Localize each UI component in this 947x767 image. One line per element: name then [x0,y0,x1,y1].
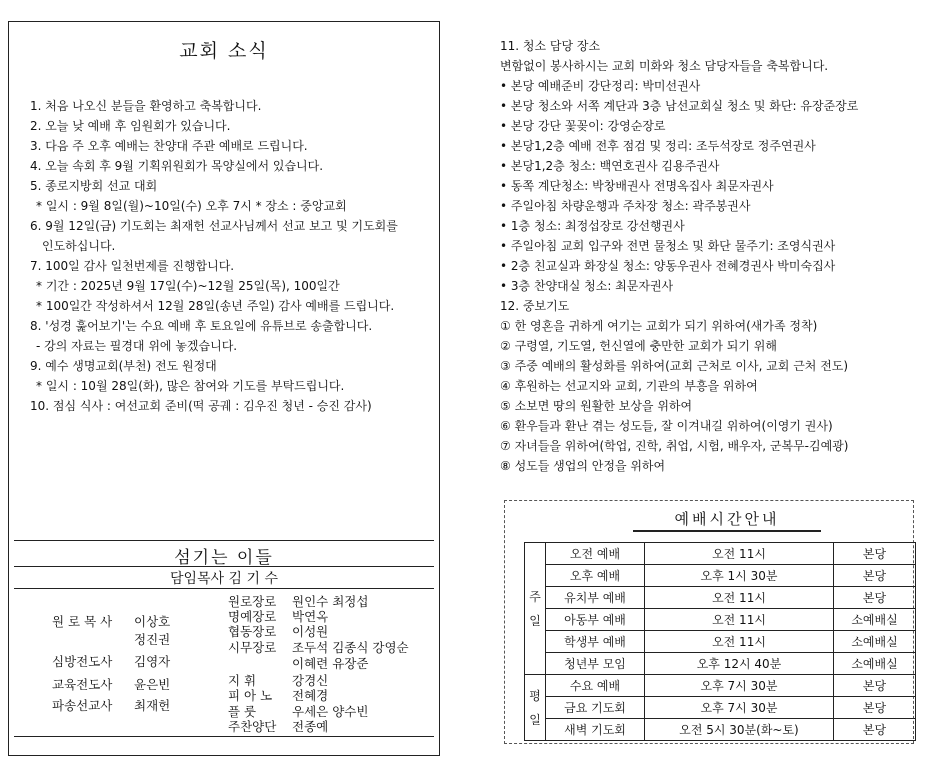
schedule-row [525,697,916,719]
service-name: 금요 기도회 [546,697,645,719]
news-item: * 100일간 작성하셔서 12월 28일(송년 주일) 감사 예배를 드립니다. [36,299,395,313]
right-item: 11. 청소 담당 장소 [500,39,601,53]
right-item: • 3층 찬양대실 청소: 최문자권사 [500,276,940,296]
elder-names: 이혜련 유장준 [292,656,369,671]
service-place: 본당 [834,565,916,587]
service-time: 오전 11시 [645,609,834,631]
news-item: 1. 처음 나오신 분들을 환영하고 축복합니다. [30,99,262,113]
schedule-row [525,565,916,587]
elder-names: 박연옥 [292,609,329,624]
news-item: 3. 다음 주 오후 예배는 찬양대 주관 예배로 드립니다. [30,139,308,153]
service-place: 소예배실 [834,631,916,653]
right-item: • 본당 청소와 서쪽 계단과 3층 남선교회실 청소 및 화단: 유장준장로 [500,96,940,116]
elder-role: 피 아 노 [228,688,273,703]
staff-role: 파송선교사 [52,698,113,713]
staff-name: 이상호 [134,614,171,629]
right-item: ② 구령열, 기도열, 헌신열에 충만한 교회가 되기 위해 [500,339,777,353]
divider [14,588,434,589]
right-item: • 본당1,2층 예배 전후 점검 및 정리: 조두석장로 정주연권사 [500,136,940,156]
schedule-row [525,631,916,653]
right-item: • 주일아침 교회 입구와 전면 물청소 및 화단 물주기: 조영식권사 [500,236,940,256]
service-time: 오후 7시 30분 [645,697,834,719]
service-place: 소예배실 [834,653,916,675]
elder-names: 이성원 [292,624,329,639]
right-item: 변함없이 봉사하시는 교회 미화와 청소 담당자들을 축복합니다. [500,59,829,73]
service-time: 오후 12시 40분 [645,653,834,675]
service-place: 본당 [834,543,916,565]
elder-role: 플 룻 [228,704,257,719]
right-column [500,36,940,476]
service-place: 본당 [834,719,916,741]
service-name: 새벽 기도회 [546,719,645,741]
right-item: ④ 후원하는 선교지와 교회, 기관의 부흥을 위하여 [500,379,758,393]
service-name: 아동부 예배 [546,609,645,631]
service-name: 오전 예배 [546,543,645,565]
right-item: • 본당1,2층 청소: 백연호권사 김용주권사 [500,156,940,176]
elder-names: 원인수 최정섭 [292,594,369,609]
staff-role: 원 로 목 사 [52,614,113,629]
divider [14,566,434,567]
service-name: 유치부 예배 [546,587,645,609]
right-item: • 본당 예배준비 강단정리: 박미선권사 [500,76,940,96]
news-item: 8. '성경 훑어보기'는 수요 예배 후 토요일에 유튜브로 송출합니다. [30,319,373,333]
service-name: 학생부 예배 [546,631,645,653]
serve-title: 섬기는 이들 [174,548,274,568]
elder-names: 조두석 김종식 강영순 [292,640,409,655]
elder-role: 원로장로 [228,594,277,609]
elder-role: 지 휘 [228,673,257,688]
news-item: * 일시 : 9월 8일(월)~10일(수) 오후 7시 * 장소 : 중앙교회 [36,199,347,213]
right-item: 12. 중보기도 [500,299,570,313]
news-item: * 일시 : 10월 28일(화), 많은 참여와 기도를 부탁드립니다. [36,379,345,393]
senior-pastor: 담임목사 김 기 수 [169,571,279,587]
elder-role: 시무장로 [228,640,277,655]
right-item: ① 한 영혼을 귀하게 여기는 교회가 되기 위하여(새가족 정착) [500,319,818,333]
right-item: • 주일아침 차량운행과 주차장 청소: 곽주봉권사 [500,196,940,216]
service-time: 오전 11시 [645,587,834,609]
elder-names: 강경신 [292,673,329,688]
service-name: 수요 예배 [546,675,645,697]
news-item: 4. 오늘 속회 후 9월 기획위원회가 목양실에서 있습니다. [30,159,324,173]
right-item: ⑧ 성도들 생업의 안정을 위하여 [500,459,666,473]
elder-role: 주찬양단 [228,719,277,734]
service-name: 오후 예배 [546,565,645,587]
staff-role: 교육전도사 [52,677,113,692]
service-time: 오후 1시 30분 [645,565,834,587]
service-time: 오전 5시 30분(화~토) [645,719,834,741]
schedule-group: 주 일 [525,543,546,675]
schedule-title: 예배시간안내 [674,510,780,528]
schedule-table [524,542,916,741]
service-name: 청년부 모임 [546,653,645,675]
schedule-row [525,543,916,565]
elder-role: 명예장로 [228,609,277,624]
right-item: ③ 주중 예배의 활성화를 위하여(교회 근처로 이사, 교회 근처 전도) [500,359,849,373]
elder-names: 전종예 [292,719,329,734]
schedule-row [525,719,916,741]
schedule-row [525,653,916,675]
news-list [30,96,440,416]
news-item: * 기간 : 2025년 9월 17일(수)~12월 25일(목), 100일간 [36,279,340,293]
service-place: 본당 [834,697,916,719]
elder-role: 협동장로 [228,624,277,639]
staff-name: 최재헌 [134,698,171,713]
staff-name: 김영자 [134,654,171,669]
staff-role: 심방전도사 [52,654,113,669]
right-item: ⑤ 소보면 땅의 원활한 보상을 위하여 [500,399,693,413]
staff-name: 정진권 [134,632,171,647]
right-item: • 1층 청소: 최정섭장로 강선행권사 [500,216,940,236]
service-place: 본당 [834,675,916,697]
news-item: 10. 점심 식사 : 여선교회 준비(떡 공궤 : 김우진 청년 - 승진 감사) [30,399,372,413]
divider [14,736,434,737]
schedule-group: 평 일 [525,675,546,741]
service-place: 본당 [834,587,916,609]
news-item: 5. 종로지방회 선교 대회 [30,179,158,193]
service-place: 소예배실 [834,609,916,631]
service-time: 오후 7시 30분 [645,675,834,697]
news-item: 7. 100일 감사 일천번제를 진행합니다. [30,259,235,273]
news-item: 2. 오늘 낮 예배 후 임원회가 있습니다. [30,119,231,133]
right-item: • 동쪽 계단청소: 박창배권사 전명옥집사 최문자권사 [500,176,940,196]
news-item: 9. 예수 생명교회(부천) 전도 원정대 [30,359,217,373]
news-item: 6. 9월 12일(금) 기도회는 최재헌 선교사님께서 선교 보고 및 기도회를 [30,219,398,233]
schedule-row [525,587,916,609]
divider [14,540,434,541]
title-underline [633,530,821,532]
news-item: - 강의 자료는 필경대 위에 놓겠습니다. [36,339,238,353]
elder-names: 우세은 양수빈 [292,704,369,719]
service-time: 오전 11시 [645,543,834,565]
right-item: ⑥ 환우들과 환난 겪는 성도들, 잘 이겨내길 위하여(이영기 권사) [500,419,833,433]
elder-names: 전혜경 [292,688,329,703]
right-item: • 2층 친교실과 화장실 청소: 양동우권사 전혜경권사 박미숙집사 [500,256,940,276]
service-time: 오전 11시 [645,631,834,653]
news-item: 인도하십니다. [42,239,116,253]
schedule-row [525,675,916,697]
schedule-row [525,609,916,631]
news-title: 교회 소식 [179,40,269,62]
right-item: • 본당 강단 꽃꽂이: 강영순장로 [500,116,940,136]
staff-name: 윤은빈 [134,677,171,692]
right-item: ⑦ 자녀들을 위하여(학업, 진학, 취업, 시험, 배우자, 군복무-김예광) [500,439,849,453]
